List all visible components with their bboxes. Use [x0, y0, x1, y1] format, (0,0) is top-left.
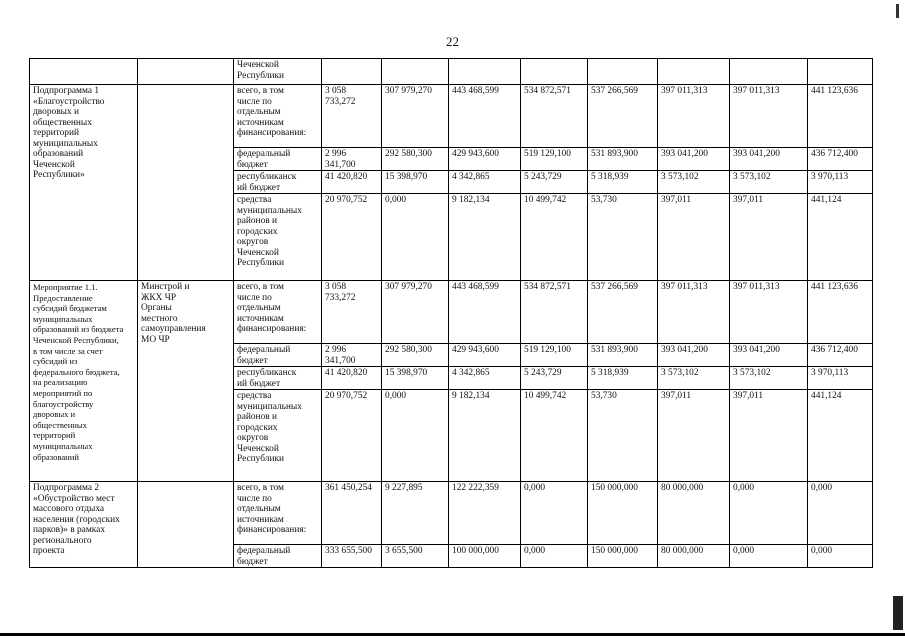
amount-cell: 429 943,600: [449, 344, 521, 367]
amount-cell: 0,000: [808, 545, 873, 568]
amount-cell: 5 318,939: [588, 367, 658, 390]
amount-cell: 397 011,313: [730, 281, 808, 344]
amount-cell: 397 011,313: [658, 281, 730, 344]
table-row: [30, 482, 873, 545]
amount-cell: 361 450,254: [322, 482, 382, 545]
program-name-cell: Подпрограмма 1 «Благоустройство дворовых и общественных территорий муниципальных образований Чеченской Республики»: [30, 85, 138, 281]
amount-cell: 4 342,865: [449, 367, 521, 390]
amount-cell: 443 468,599: [449, 85, 521, 148]
funding-source-cell: Чеченской Республики: [234, 59, 322, 85]
amount-cell: 3 573,102: [658, 171, 730, 194]
amount-cell: 41 420,820: [322, 367, 382, 390]
amount-cell: 20 970,752: [322, 390, 382, 482]
program-name-cell: Мероприятие 1.1. Предоставление субсидий бюджетам муниципальных образований из бюджета Чеченской Республики, в том числе за счет субсидий из федерального бюджета, на реализацию мероприятий по благоустройству дворовых и общественных территорий муниципальных образований: [30, 281, 138, 482]
table-row: [30, 281, 873, 344]
table-cell: [322, 59, 382, 85]
amount-cell: 441,124: [808, 194, 873, 281]
funding-source-cell: средства муниципальных районов и городских округов Чеченской Республики: [234, 390, 322, 482]
amount-cell: 393 041,200: [730, 344, 808, 367]
amount-cell: 41 420,820: [322, 171, 382, 194]
amount-cell: 307 979,270: [382, 85, 449, 148]
amount-cell: 531 893,900: [588, 148, 658, 171]
amount-cell: 436 712,400: [808, 344, 873, 367]
amount-cell: 519 129,100: [521, 344, 588, 367]
funding-source-cell: федеральный бюджет: [234, 344, 322, 367]
amount-cell: 9 182,134: [449, 390, 521, 482]
amount-cell: 3 970,113: [808, 367, 873, 390]
amount-cell: 53,730: [588, 390, 658, 482]
funding-source-cell: федеральный бюджет: [234, 148, 322, 171]
amount-cell: 0,000: [382, 390, 449, 482]
table-cell: [730, 59, 808, 85]
amount-cell: 397,011: [658, 390, 730, 482]
amount-cell: 150 000,000: [588, 545, 658, 568]
amount-cell: 80 000,000: [658, 545, 730, 568]
amount-cell: 436 712,400: [808, 148, 873, 171]
table-cell: [138, 59, 234, 85]
amount-cell: 531 893,900: [588, 344, 658, 367]
page-number: 22: [446, 34, 459, 49]
amount-cell: 307 979,270: [382, 281, 449, 344]
table-cell: [449, 59, 521, 85]
amount-cell: 393 041,200: [658, 148, 730, 171]
executor-cell: [138, 85, 234, 281]
amount-cell: 5 318,939: [588, 171, 658, 194]
table-cell: [382, 59, 449, 85]
table-cell: [658, 59, 730, 85]
table-row: [30, 85, 873, 148]
table-cell: [30, 59, 138, 85]
program-name-cell: Подпрограмма 2 «Обустройство мест массового отдыха населения (городских парков)» в рамках регионального проекта: [30, 482, 138, 568]
amount-cell: 0,000: [730, 482, 808, 545]
amount-cell: 10 499,742: [521, 194, 588, 281]
amount-cell: 3 573,102: [658, 367, 730, 390]
amount-cell: 397 011,313: [730, 85, 808, 148]
amount-cell: 4 342,865: [449, 171, 521, 194]
amount-cell: 15 398,970: [382, 171, 449, 194]
amount-cell: 5 243,729: [521, 367, 588, 390]
amount-cell: 534 872,571: [521, 85, 588, 148]
table-cell: [588, 59, 658, 85]
amount-cell: 3 573,102: [730, 171, 808, 194]
amount-cell: 9 227,895: [382, 482, 449, 545]
funding-source-cell: всего, в том числе по отдельным источникам финансирования:: [234, 85, 322, 148]
funding-source-cell: республиканск ий бюджет: [234, 367, 322, 390]
amount-cell: 20 970,752: [322, 194, 382, 281]
amount-cell: 100 000,000: [449, 545, 521, 568]
amount-cell: 3 058 733,272: [322, 281, 382, 344]
amount-cell: 0,000: [730, 545, 808, 568]
amount-cell: 15 398,970: [382, 367, 449, 390]
funding-source-cell: федеральный бюджет: [234, 545, 322, 568]
amount-cell: 537 266,569: [588, 85, 658, 148]
table-cell: [521, 59, 588, 85]
amount-cell: 292 580,300: [382, 344, 449, 367]
amount-cell: 292 580,300: [382, 148, 449, 171]
amount-cell: 534 872,571: [521, 281, 588, 344]
amount-cell: 397 011,313: [658, 85, 730, 148]
table-row: [30, 59, 873, 85]
amount-cell: 2 996 341,700: [322, 148, 382, 171]
amount-cell: 122 222,359: [449, 482, 521, 545]
funding-source-cell: всего, в том числе по отдельным источникам финансирования:: [234, 281, 322, 344]
amount-cell: 537 266,569: [588, 281, 658, 344]
executor-cell: [138, 482, 234, 568]
amount-cell: 0,000: [808, 482, 873, 545]
scan-bottom-edge: [0, 633, 905, 636]
amount-cell: 333 655,500: [322, 545, 382, 568]
amount-cell: 2 996 341,700: [322, 344, 382, 367]
scan-edge-mark: [893, 596, 903, 630]
amount-cell: 393 041,200: [730, 148, 808, 171]
amount-cell: 9 182,134: [449, 194, 521, 281]
executor-cell: Минстрой и ЖКХ ЧР Органы местного самоуправления МО ЧР: [138, 281, 234, 482]
amount-cell: 397,011: [730, 390, 808, 482]
amount-cell: 150 000,000: [588, 482, 658, 545]
amount-cell: 393 041,200: [658, 344, 730, 367]
scan-edge-mark: [896, 4, 899, 18]
amount-cell: 10 499,742: [521, 390, 588, 482]
amount-cell: 3 655,500: [382, 545, 449, 568]
amount-cell: 0,000: [521, 545, 588, 568]
amount-cell: 441,124: [808, 390, 873, 482]
amount-cell: 443 468,599: [449, 281, 521, 344]
amount-cell: 397,011: [730, 194, 808, 281]
amount-cell: 0,000: [382, 194, 449, 281]
amount-cell: 0,000: [521, 482, 588, 545]
amount-cell: 441 123,636: [808, 85, 873, 148]
funding-source-cell: всего, в том числе по отдельным источникам финансирования:: [234, 482, 322, 545]
table-cell: [808, 59, 873, 85]
funding-source-cell: средства муниципальных районов и городских округов Чеченской Республики: [234, 194, 322, 281]
financing-table: [29, 58, 873, 568]
amount-cell: 80 000,000: [658, 482, 730, 545]
amount-cell: 519 129,100: [521, 148, 588, 171]
amount-cell: 397,011: [658, 194, 730, 281]
amount-cell: 53,730: [588, 194, 658, 281]
amount-cell: 441 123,636: [808, 281, 873, 344]
amount-cell: 3 573,102: [730, 367, 808, 390]
amount-cell: 3 970,113: [808, 171, 873, 194]
amount-cell: 3 058 733,272: [322, 85, 382, 148]
amount-cell: 5 243,729: [521, 171, 588, 194]
funding-source-cell: республиканск ий бюджет: [234, 171, 322, 194]
amount-cell: 429 943,600: [449, 148, 521, 171]
